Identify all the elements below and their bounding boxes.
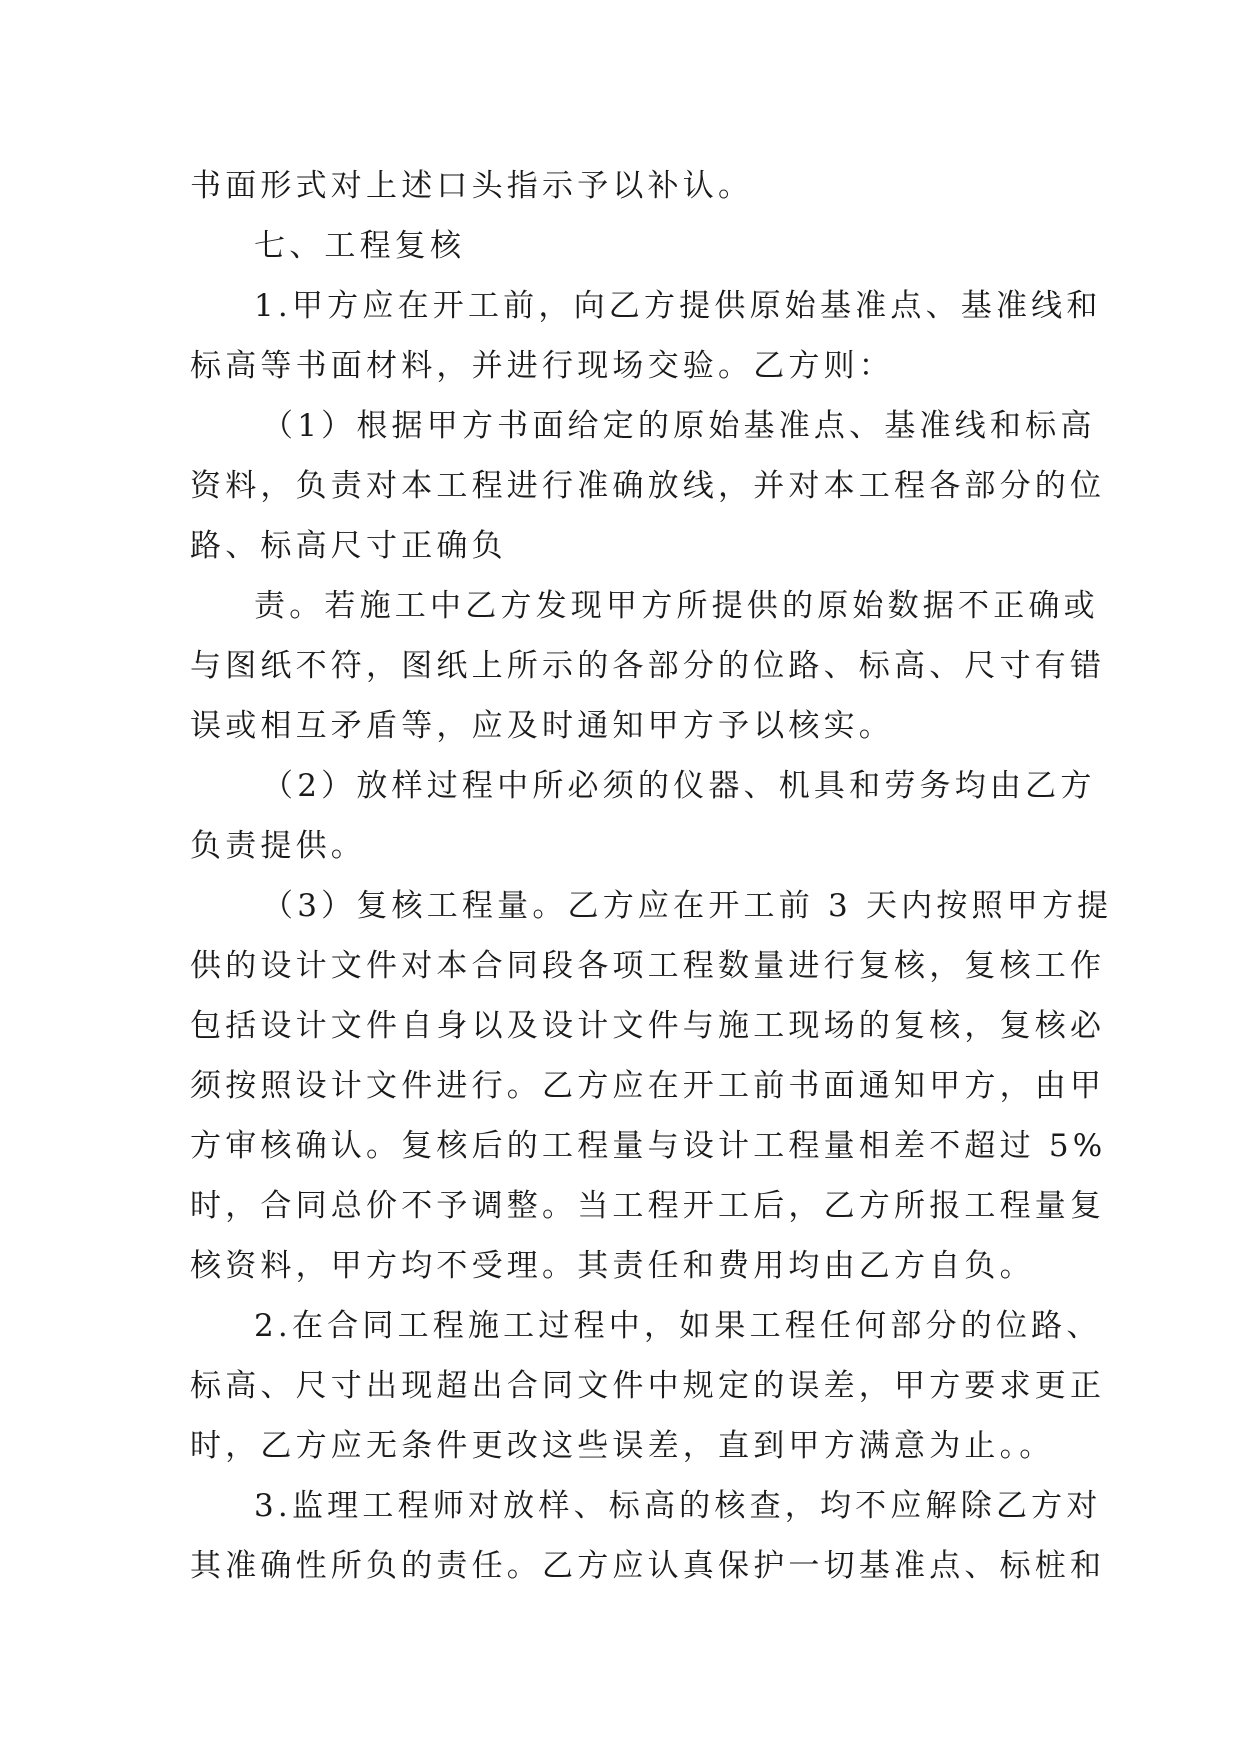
section-heading: 七、工程复核 bbox=[254, 228, 466, 264]
body-text-line: （1）根据甲方书面给定的原始基准点、基准线和标高 bbox=[262, 408, 1096, 444]
body-text-line: 负责提供。 bbox=[190, 828, 366, 864]
body-text-line: 2.在合同工程施工过程中，如果工程任何部分的位路、 bbox=[254, 1308, 1102, 1344]
body-text-line: 包括设计文件自身以及设计文件与施工现场的复核，复核必 bbox=[190, 1008, 1106, 1044]
body-text-line: 资料，负责对本工程进行准确放线，并对本工程各部分的位 bbox=[190, 468, 1106, 504]
body-text-line: （3）复核工程量。乙方应在开工前 3 天内按照甲方提 bbox=[262, 888, 1113, 924]
body-text-line: 1.甲方应在开工前，向乙方提供原始基准点、基准线和 bbox=[254, 288, 1102, 324]
body-text-line: 3.监理工程师对放样、标高的核查，均不应解除乙方对 bbox=[254, 1488, 1102, 1524]
body-text-line: 供的设计文件对本合同段各项工程数量进行复核，复核工作 bbox=[190, 948, 1106, 984]
body-text-line: 路、标高尺寸正确负 bbox=[190, 528, 507, 564]
body-text-line: 标高等书面材料，并进行现场交验。乙方则： bbox=[190, 348, 894, 384]
body-text-line: 时，乙方应无条件更改这些误差，直到甲方满意为止。。 bbox=[190, 1428, 1055, 1464]
body-text-line: 须按照设计文件进行。乙方应在开工前书面通知甲方，由甲 bbox=[190, 1068, 1106, 1104]
body-text-line: 与图纸不符，图纸上所示的各部分的位路、标高、尺寸有错 bbox=[190, 648, 1106, 684]
body-text-line: 书面形式对上述口头指示予以补认。 bbox=[190, 168, 754, 204]
body-text-line: 时，合同总价不予调整。当工程开工后，乙方所报工程量复 bbox=[190, 1188, 1106, 1224]
body-text-line: 方审核确认。复核后的工程量与设计工程量相差不超过 5% bbox=[190, 1128, 1107, 1164]
body-text-line: 责。若施工中乙方发现甲方所提供的原始数据不正确或 bbox=[254, 588, 1099, 624]
body-text-line: 其准确性所负的责任。乙方应认真保护一切基准点、标桩和 bbox=[190, 1548, 1106, 1584]
body-text-line: （2）放样过程中所必须的仪器、机具和劳务均由乙方 bbox=[262, 768, 1096, 804]
body-text-line: 核资料，甲方均不受理。其责任和费用均由乙方自负。 bbox=[190, 1248, 1035, 1284]
body-text-line: 误或相互矛盾等，应及时通知甲方予以核实。 bbox=[190, 708, 894, 744]
body-text-line: 标高、尺寸出现超出合同文件中规定的误差，甲方要求更正 bbox=[190, 1368, 1106, 1404]
